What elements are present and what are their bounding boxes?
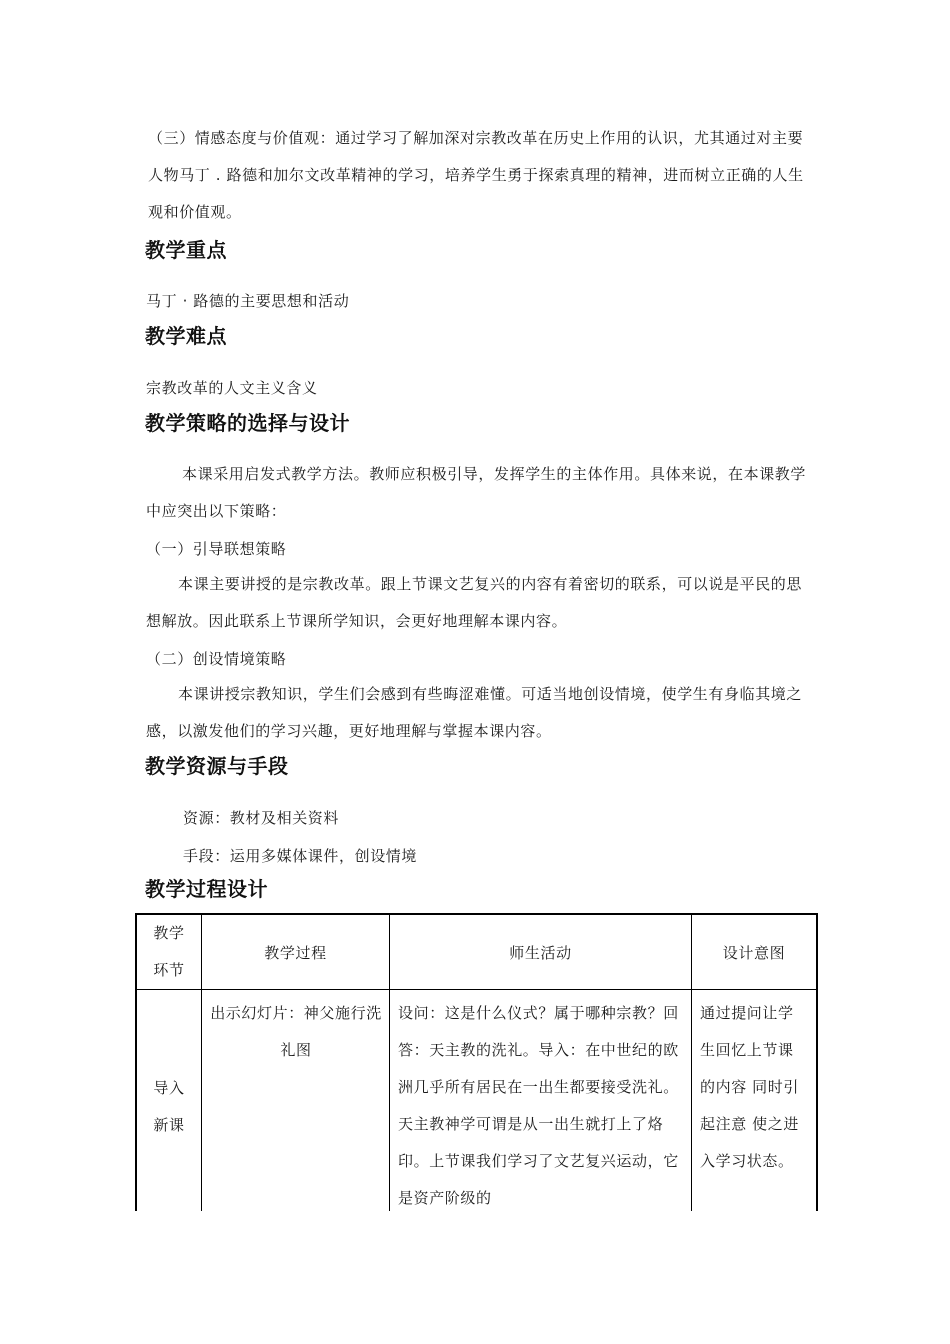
strategy-heading: 教学策略的选择与设计: [145, 411, 350, 435]
table-header-divider: [137, 989, 816, 990]
strategy-item1-text: 本课主要讲授的是宗教改革。跟上节课文艺复兴的内容有着密切的联系，可以说是平民的思想解放。因此联系上节课所学知识，会更好地理解本课内容。: [146, 575, 803, 630]
table-row-stage: 导入新课: [153, 1079, 185, 1134]
strategy-item2-title: （二）创设情境策略: [146, 650, 287, 668]
emotion-paragraph: （三）情感态度与价值观：通过学习了解加深对宗教改革在历史上作用的认识，尤其通过对主要人物马丁 . 路德和加尔文改革精神的学习，培养学生勇于探索真理的精神，进而树立正确的人生观和价值观。: [148, 129, 804, 221]
table-row-process: 出示幻灯片：神父施行洗礼图: [210, 1004, 382, 1059]
strategy-item1-title: （一）引导联想策略: [146, 540, 287, 558]
table-header-intent-label: 设计意图: [722, 943, 786, 962]
table-header-intent: [692, 915, 816, 989]
table-header-stage-label: 教学环节: [153, 924, 185, 979]
process-table: [135, 913, 818, 1211]
table-header-process-label: 教学过程: [264, 943, 327, 962]
resources-line: 资源：教材及相关资料: [183, 809, 340, 827]
strategy-item2-text: 本课讲授宗教知识，学生们会感到有些晦涩难懂。可适当地创设情境，使学生有身临其境之感，以激发他们的学习兴趣，更好地理解与掌握本课内容。: [146, 685, 803, 740]
table-header-activity: [390, 915, 691, 989]
means-line: 手段：运用多媒体课件，创设情境: [183, 847, 418, 865]
table-row-intent: 通过提问让学生回忆上节课的内容 同时引起注意 使之进入学习状态。: [700, 1004, 799, 1170]
table-row-activity: 设问：这是什么仪式？属于哪种宗教？回答：天主教的洗礼。导入：在中世纪的欧洲几乎所有居民在一出生都要接受洗礼。天主教神学可谓是从一出生就打上了烙印。上节课我们学习了文艺复兴运动，它是资产阶级的: [398, 1004, 679, 1207]
difficulties-heading: 教学难点: [145, 324, 227, 348]
table-header-stage: [143, 915, 195, 989]
table-header-process: [202, 915, 389, 989]
resources-heading: 教学资源与手段: [145, 754, 289, 778]
process-heading: 教学过程设计: [145, 877, 268, 901]
table-header-activity-label: 师生活动: [509, 943, 572, 962]
difficulties-text: 宗教改革的人文主义含义: [146, 379, 318, 397]
key-points-text: 马丁 · 路德的主要思想和活动: [146, 292, 350, 310]
key-points-heading: 教学重点: [145, 238, 227, 262]
strategy-intro: 本课采用启发式教学方法。教师应积极引导，发挥学生的主体作用。具体来说，在本课教学中应突出以下策略：: [146, 465, 807, 520]
